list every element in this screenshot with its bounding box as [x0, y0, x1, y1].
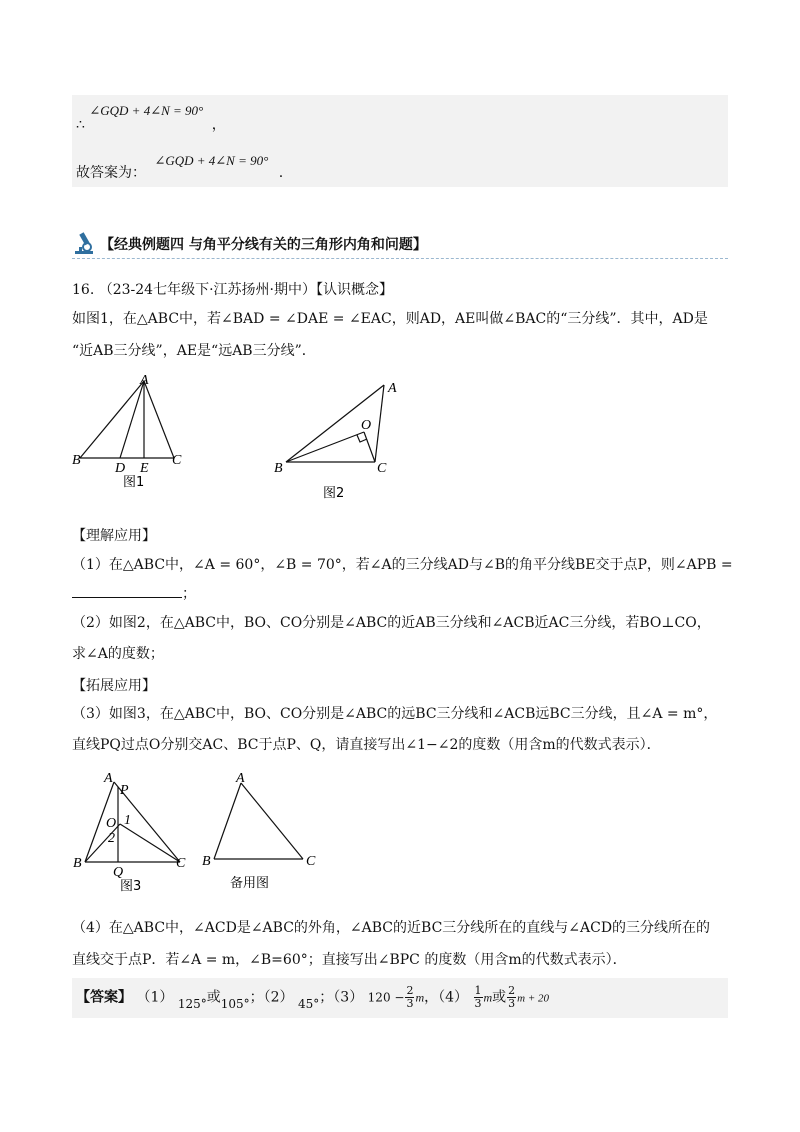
solution-expr-1: ∠GQD + 4∠N = 90°: [89, 103, 204, 118]
section-title: 【经典例题四 与角平分线有关的三角形内角和问题】: [100, 237, 427, 253]
answer-or-2: 或: [492, 989, 507, 1006]
fig2-label-c: C: [377, 461, 387, 476]
apply-header: 【理解应用】: [72, 528, 156, 544]
fig2-label-a: A: [388, 381, 397, 396]
answer-label: 【答案】: [76, 989, 132, 1006]
q3-line-1: （3）如图3，在△ABC中，BO、CO分别是∠ABC的远BC三分线和∠ACB远BC三分线，且∠A = m°，: [72, 706, 718, 722]
fig3-label-o: O: [106, 816, 117, 831]
answer-4-fraction-1: $\frac{1}{3}$: [474, 984, 482, 1010]
fig3-label-c: C: [176, 856, 186, 871]
answer-line: [76, 150, 284, 181]
fig4-label-b: B: [202, 854, 211, 869]
concept-line-1: 如图1，在△ABC中，若∠BAD = ∠DAE = ∠EAC，则AD，AE叫做∠BAC的“三分线”．其中，AD是: [72, 311, 708, 327]
solution-comma: ，: [211, 117, 226, 133]
figure-spare: [196, 773, 326, 893]
fig3-label-b: B: [73, 856, 82, 871]
fig1-label-a: A: [140, 373, 149, 388]
fig3-label-1: 1: [124, 813, 131, 828]
answer-sep-2: ；（3）: [319, 989, 364, 1006]
fig3-caption: 图3: [120, 879, 142, 894]
problem-source: （23-24七年级下·江苏扬州·期中）: [98, 282, 316, 298]
q3-line-2: 直线PQ过点O分别交AC、BC于点P、Q，请直接写出∠1−∠2的度数（用含m的代数式表示）．: [72, 737, 661, 753]
q1-blank-line: [72, 583, 728, 603]
fig3-label-q: Q: [113, 865, 124, 880]
answer-sep-3: ，（4）: [424, 989, 469, 1006]
fig1-caption: 图1: [123, 475, 145, 490]
answer-sep-1: ；（2）: [249, 989, 294, 1006]
answer-prefix: 故答案为：: [76, 165, 146, 181]
answer-1a: 125°: [177, 996, 207, 1011]
answer-3-m: m: [415, 990, 425, 1005]
microscope-icon: [72, 230, 98, 256]
therefore-line: [76, 100, 226, 133]
concept-line-2: “近AB三分线”，AE是“远AB三分线”．: [72, 343, 316, 359]
answer-part1: （1）: [136, 989, 174, 1006]
section-underline: [72, 258, 728, 259]
q1-end: ；: [182, 586, 196, 602]
q1-text: （1）在△ABC中，∠A = 60°，∠B = 70°，若∠A的三分线AD与∠B的角平分线BE交于点P，则∠APB =: [72, 557, 733, 573]
q4-line-2: 直线交于点P．若∠A = m，∠B=60°；直接写出∠BPC 的度数（用含m的代数式表示）．: [72, 952, 627, 968]
figure-1: [70, 372, 190, 492]
fig2-label-b: B: [274, 461, 283, 476]
fig4-caption: 备用图: [230, 876, 270, 891]
fig2-label-o: O: [361, 418, 372, 433]
q1-blank[interactable]: [72, 585, 182, 598]
fig4-label-c: C: [306, 854, 316, 869]
figure-2: [270, 375, 410, 500]
solution-expr-2: ∠GQD + 4∠N = 90°: [154, 153, 269, 168]
answer-or-1: 或: [206, 989, 221, 1006]
answer-3-prefix: 120 −: [367, 990, 405, 1005]
q2-line-1: （2）如图2，在△ABC中，BO、CO分别是∠ABC的近AB三分线和∠ACB近AC三分线，若BO⊥CO，: [72, 615, 711, 631]
answer-period: .: [278, 165, 284, 181]
fig1-label-d: D: [115, 461, 126, 476]
answer-1b: 105°: [220, 996, 250, 1011]
answer-4-m: m: [483, 990, 493, 1005]
answer-2: 45°: [298, 996, 320, 1011]
fig1-label-c: C: [172, 453, 182, 468]
figure-3: [70, 770, 195, 898]
fig3-label-2: 2: [108, 831, 115, 846]
q4-line-1: （4）在△ABC中，∠ACD是∠ABC的外角，∠ABC的近BC三分线所在的直线与∠ACD的三分线所在的: [72, 920, 711, 936]
answer-4-tail: m + 20: [517, 992, 550, 1005]
fig1-label-e: E: [140, 461, 149, 476]
answer-content: [76, 985, 549, 1010]
answer-4-fraction-2: $\frac{2}{3}$: [508, 984, 516, 1010]
fig2-caption: 图2: [323, 486, 345, 500]
concept-header: 【认识概念】: [315, 282, 393, 298]
problem-number: 16.: [72, 282, 95, 298]
fig4-label-a: A: [236, 773, 245, 786]
fig3-label-a: A: [104, 771, 113, 786]
problem-header: [72, 279, 728, 299]
therefore-symbol: ∴: [76, 117, 85, 133]
section-header: [72, 230, 728, 260]
fig1-label-b: B: [72, 453, 81, 468]
fig3-label-p: P: [120, 783, 129, 798]
q1-line: [72, 554, 733, 574]
q2-line-2: 求∠A的度数；: [72, 646, 164, 662]
extend-header: 【拓展应用】: [72, 678, 156, 694]
answer-3-fraction: $\frac{2}{3}$: [406, 984, 414, 1010]
